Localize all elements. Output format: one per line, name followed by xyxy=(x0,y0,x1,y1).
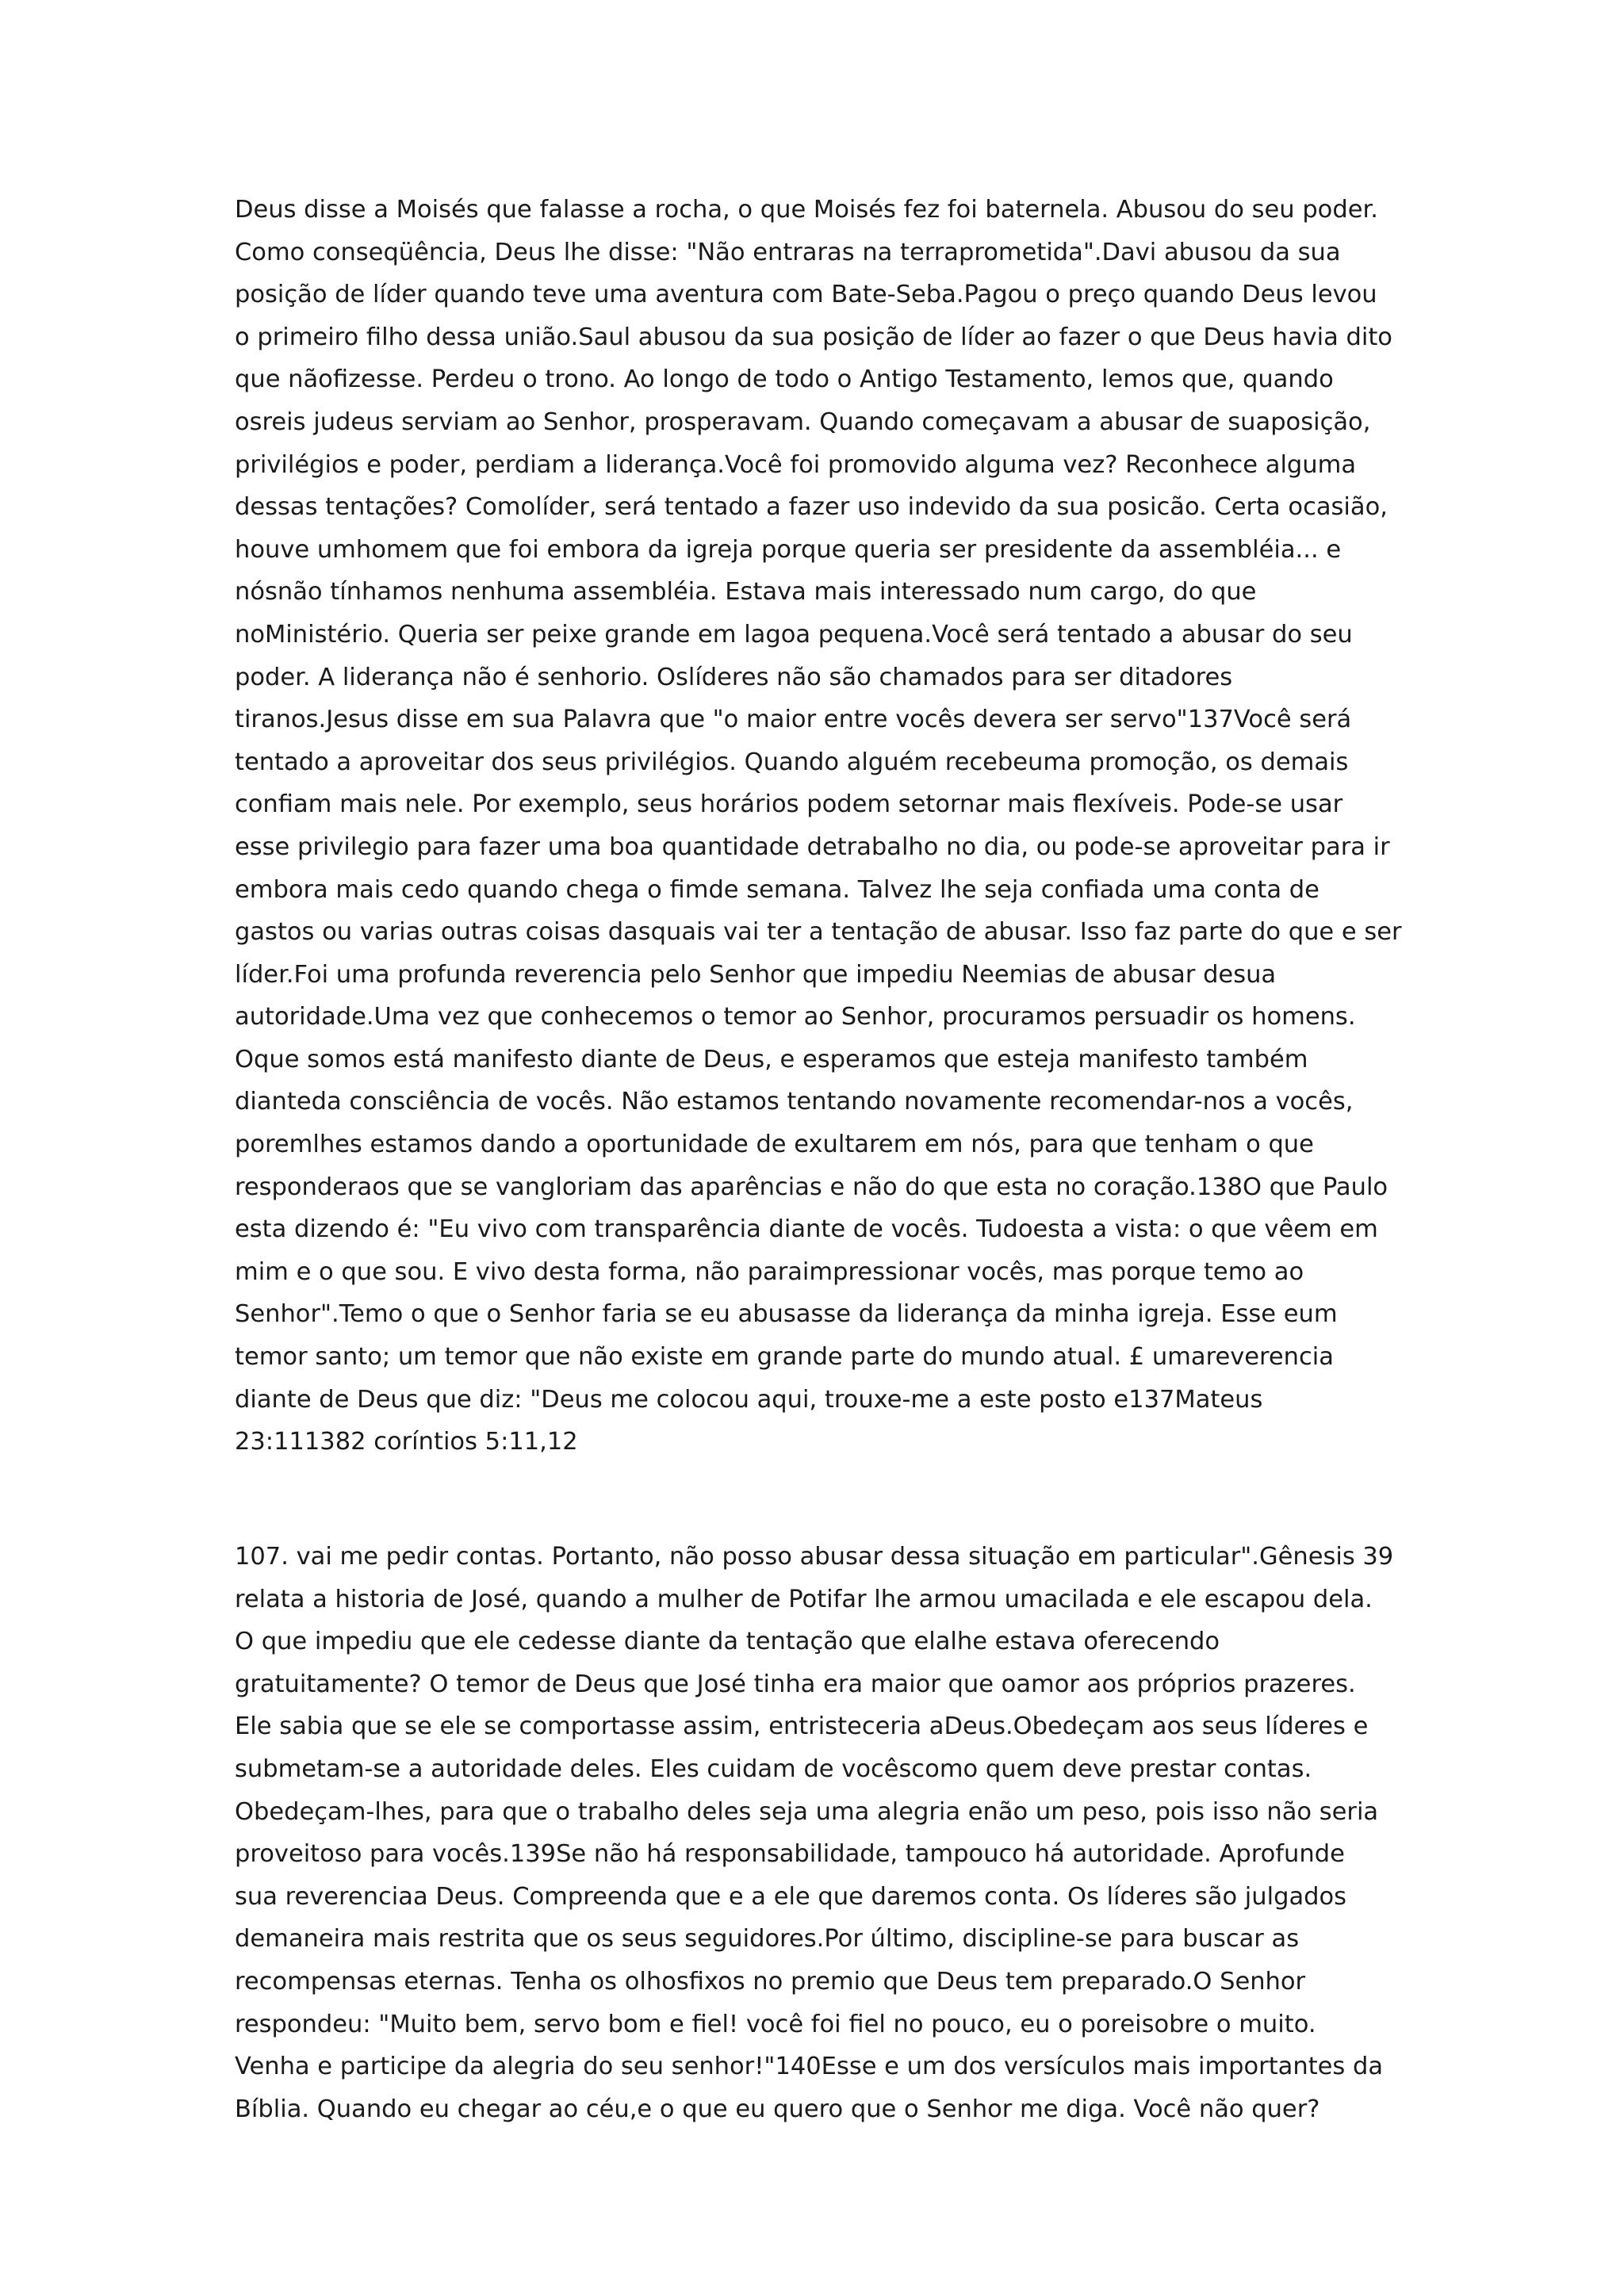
text-line: poremlhes estamos dando a oportunidade de exultarem em nós, para que tenham o que xyxy=(235,1131,1314,1159)
text-line: mim e o que sou. E vivo desta forma, não paraimpressionar vocês, mas porque temo ao xyxy=(235,1257,1304,1286)
text-line: temor santo; um temor que não existe em grande parte do mundo atual. £ umareverencia xyxy=(235,1343,1334,1372)
text-line: proveitoso para vocês.139Se não há responsabilidade, tampouco há autoridade. Aprofunde xyxy=(235,1840,1345,1869)
text-line: noMinistério. Queria ser peixe grande em lagoa pequena.Você será tentado a abusar do seu xyxy=(235,620,1353,649)
text-line: esse privilegio para fazer uma boa quantidade detrabalho no dia, ou pode-se aproveitar para ir xyxy=(235,832,1390,861)
text-line: tentado a aproveitar dos seus privilégios. Quando alguém recebeuma promoção, os demais xyxy=(235,748,1349,776)
text-line: respondeu: "Muito bem, servo bom e fiel! você foi fiel no pouco, eu o poreisobre o muito. xyxy=(235,2010,1316,2038)
paragraph-2 xyxy=(235,1536,1408,2130)
text-line: Como conseqüência, Deus lhe disse: "Não entraras na terraprometida".Davi abusou da sua xyxy=(235,238,1341,266)
text-line: dianteda consciência de vocês. Não estamos tentando novamente recomendar-nos a vocês, xyxy=(235,1088,1354,1116)
text-line: osreis judeus serviam ao Senhor, prosperavam. Quando começavam a abusar de suaposição, xyxy=(235,408,1371,436)
text-line: poder. A liderança não é senhorio. Oslíderes não são chamados para ser ditadores xyxy=(235,663,1233,691)
text-line: relata a historia de José, quando a mulher de Potifar lhe armou umacilada e ele escapou dela. xyxy=(235,1585,1373,1613)
text-line: autoridade.Uma vez que conhecemos o temor ao Senhor, procuramos persuadir os homens. xyxy=(235,1003,1356,1031)
text-line: Obedeçam-lhes, para que o trabalho deles seja uma alegria enão um peso, pois isso não seria xyxy=(235,1797,1379,1826)
paragraph-1 xyxy=(235,189,1408,1464)
text-line: confiam mais nele. Por exemplo, seus horários podem setornar mais flexíveis. Pode-se usar xyxy=(235,790,1343,819)
text-line: posição de líder quando teve uma aventura com Bate-Seba.Pagou o preço quando Deus levou xyxy=(235,281,1377,309)
text-line: que nãofizesse. Perdeu o trono. Ao longo de todo o Antigo Testamento, lemos que, quando xyxy=(235,365,1334,394)
text-line: houve umhomem que foi embora da igreja porque queria ser presidente da assembléia... e xyxy=(235,535,1342,564)
text-line: privilégios e poder, perdiam a liderança.Você foi promovido alguma vez? Reconhece alguma xyxy=(235,450,1357,479)
text-line: tiranos.Jesus disse em sua Palavra que "o maior entre vocês devera ser servo"137Você será xyxy=(235,706,1352,734)
text-line: Deus disse a Moisés que falasse a rocha, o que Moisés fez foi baternela. Abusou do seu poder. xyxy=(235,196,1378,224)
text-line: O que impediu que ele cedesse diante da tentação que elalhe estava oferecendo xyxy=(235,1628,1220,1656)
text-line: dessas tentações? Comolíder, será tentado a fazer uso indevido da sua posicão. Certa ocasião, xyxy=(235,493,1388,522)
text-line: Oque somos está manifesto diante de Deus, e esperamos que esteja manifesto também xyxy=(235,1045,1308,1073)
text-line: nósnão tínhamos nenhuma assembléia. Estava mais interessado num cargo, do que xyxy=(235,578,1257,607)
text-line: diante de Deus que diz: "Deus me colocou aqui, trouxe-me a este posto e137Mateus xyxy=(235,1385,1263,1414)
text-line: Bíblia. Quando eu chegar ao céu,e o que eu quero que o Senhor me diga. Você não quer? xyxy=(235,2095,1320,2123)
text-line: líder.Foi uma profunda reverencia pelo Senhor que impediu Neemias de abusar desua xyxy=(235,960,1277,989)
text-line: sua reverenciaa Deus. Compreenda que e a ele que daremos conta. Os líderes são julgados xyxy=(235,1882,1347,1911)
text-line: gratuitamente? O temor de Deus que José tinha era maior que oamor aos próprios prazeres. xyxy=(235,1670,1356,1698)
text-line: 107. vai me pedir contas. Portanto, não posso abusar dessa situação em particular".Gênesis 39 xyxy=(235,1543,1394,1571)
text-line: responderaos que se vangloriam das aparências e não do que esta no coração.138O que Paulo xyxy=(235,1173,1388,1201)
text-line: submetam-se a autoridade deles. Eles cuidam de vocêscomo quem deve prestar contas. xyxy=(235,1755,1312,1783)
text-line: recompensas eternas. Tenha os olhosfixos no premio que Deus tem preparado.O Senhor xyxy=(235,1967,1306,1996)
text-line: 23:111382 coríntios 5:11,12 xyxy=(235,1428,578,1456)
text-line: embora mais cedo quando chega o fimde semana. Talvez lhe seja confiada uma conta de xyxy=(235,875,1320,904)
text-line: Senhor".Temo o que o Senhor faria se eu abusasse da liderança da minha igreja. Esse eum xyxy=(235,1300,1338,1329)
text-line: Venha e participe da alegria do seu senhor!"140Esse e um dos versículos mais importantes da xyxy=(235,2053,1384,2081)
text-line: o primeiro filho dessa união.Saul abusou da sua posição de líder ao fazer o que Deus havia dito xyxy=(235,323,1392,351)
text-line: Ele sabia que se ele se comportasse assim, entristeceria aDeus.Obedeçam aos seus líderes e xyxy=(235,1712,1369,1741)
text-line: esta dizendo é: "Eu vivo com transparência diante de vocês. Tudoesta a vista: o que vêem em xyxy=(235,1215,1378,1244)
text-line: demaneira mais restrita que os seus seguidores.Por último, discipline-se para buscar as xyxy=(235,1925,1300,1954)
text-line: gastos ou varias outras coisas dasquais vai ter a tentação de abusar. Isso faz parte do que e ser xyxy=(235,918,1402,947)
